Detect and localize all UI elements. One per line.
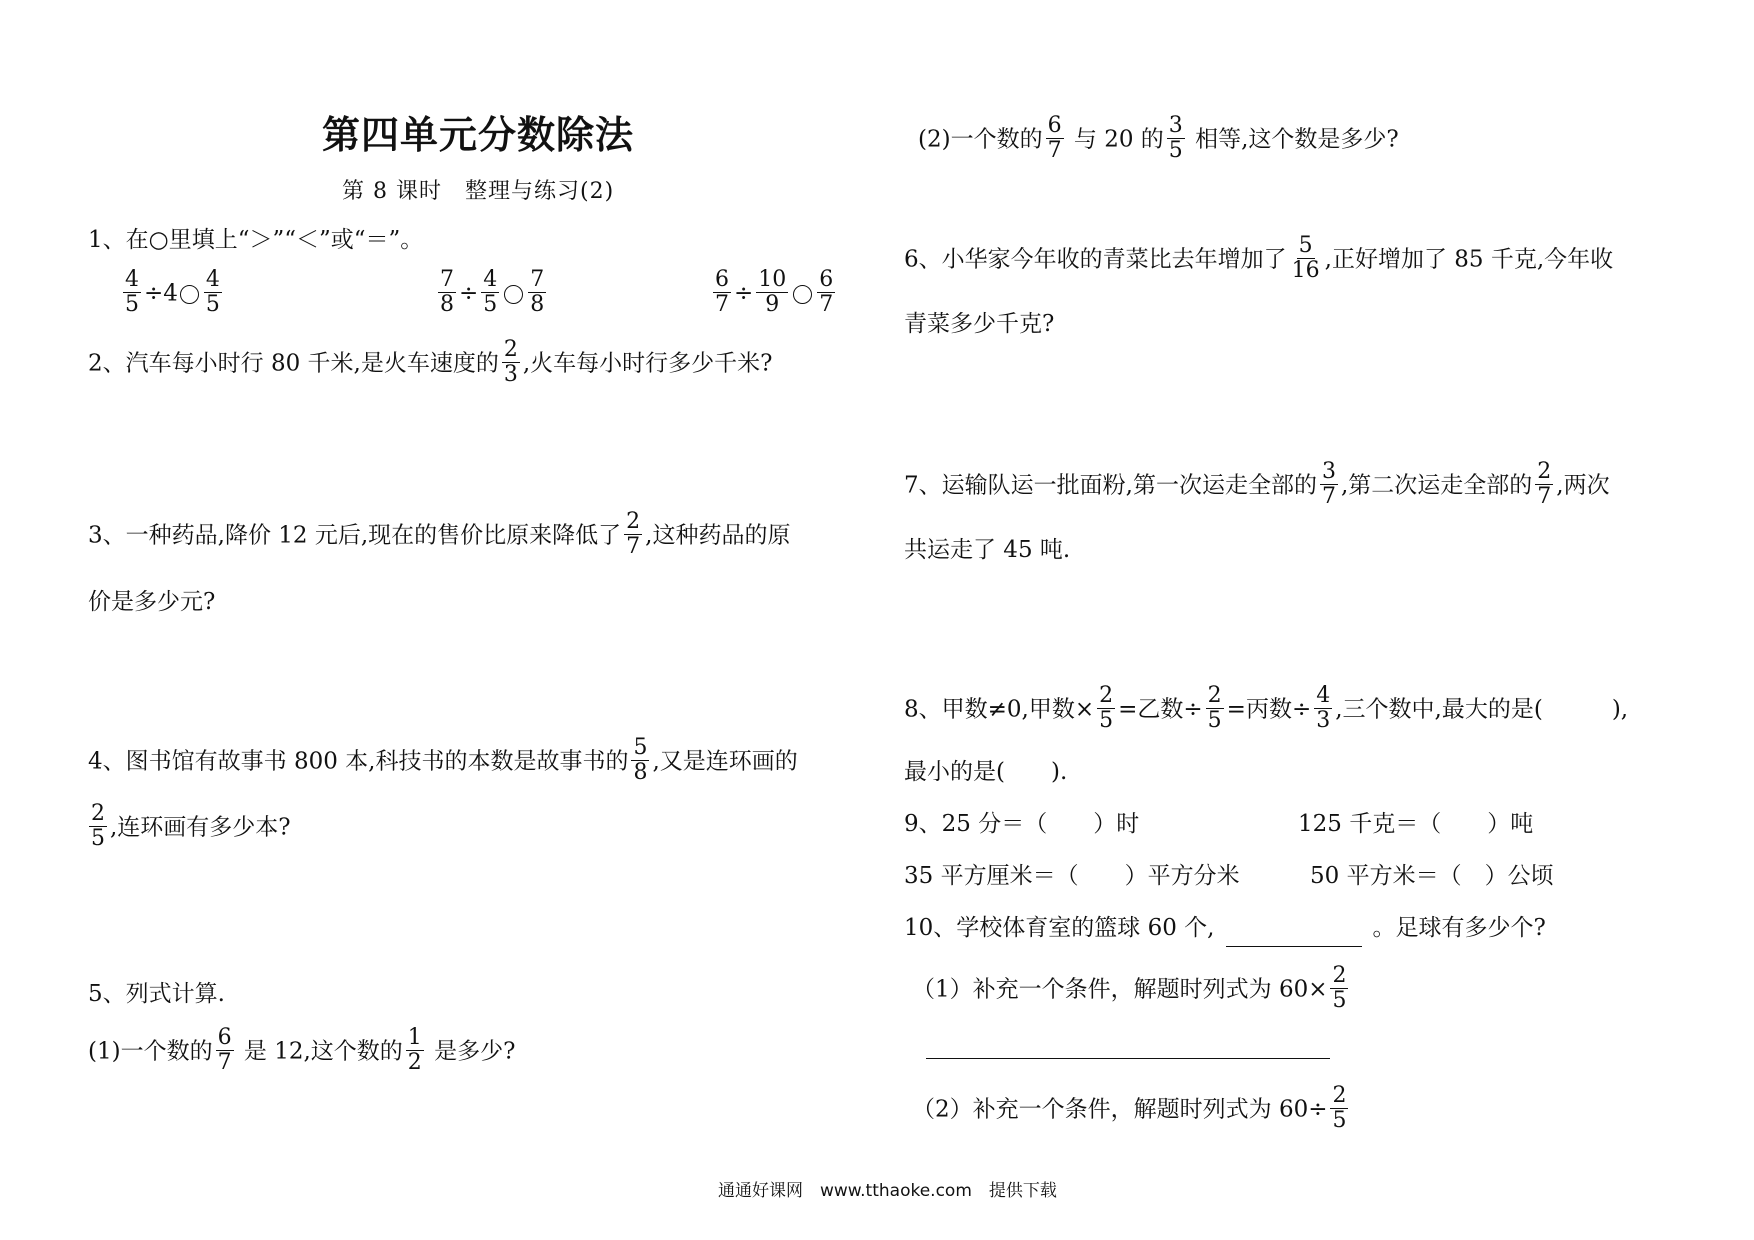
answer-line[interactable] — [926, 1058, 1330, 1059]
fraction: $\frac{2}{5}$ — [1332, 1083, 1347, 1133]
fraction: $\frac{4}{5}$ — [205, 267, 220, 317]
fraction: $\frac{6}{7}$ — [715, 267, 729, 317]
question-1-text: 1、在○里填上“＞”“＜”或“＝”。 — [88, 227, 424, 253]
question-9-b: 125 千克＝（ ）吨 — [1298, 811, 1534, 837]
question-3-line-2: 价是多少元? — [88, 589, 216, 615]
question-9-c: 35 平方厘米＝（ ）平方分米 — [904, 863, 1240, 889]
question-5-head: 5、列式计算. — [88, 981, 225, 1007]
question-7: 7、运输队运一批面粉,第一次运走全部的 $\frac{3}{7}$ ,第二次运走全部的 $\frac{2}{7}$ ,两次 — [904, 459, 1610, 509]
question-10-part-1: （1）补充一个条件，解题时列式为 60× $\frac{2}{5}$ — [912, 963, 1347, 1013]
fraction: $\frac{5}{8}$ — [633, 735, 648, 785]
question-5-part-2: (2)一个数的 $\frac{6}{7}$ 与 20 的 $\frac{3}{5}$ 相等,这个数是多少? — [918, 113, 1399, 163]
fraction: $\frac{3}{7}$ — [1321, 459, 1336, 509]
question-6-line-2: 青菜多少千克? — [904, 311, 1055, 337]
question-5-part-1: (1)一个数的 $\frac{6}{7}$ 是 12,这个数的 $\frac{1}{2}$ 是多少? — [88, 1025, 516, 1075]
compare-circle-2[interactable] — [504, 285, 523, 304]
compare-circle-3[interactable] — [793, 285, 812, 304]
fraction: $\frac{7}{8}$ — [440, 267, 454, 317]
fraction: $\frac{4}{5}$ — [483, 267, 498, 317]
question-1-expr-2: $\frac{7}{8}$ ÷ $\frac{4}{5}$ $\frac{7}{8}$ — [440, 267, 545, 317]
fraction: $\frac{2}{5}$ — [1099, 683, 1114, 733]
question-8-line-2: 最小的是( ). — [904, 759, 1068, 785]
fraction: $\frac{1}{2}$ — [407, 1025, 422, 1075]
question-8: 8、甲数≠0,甲数× $\frac{2}{5}$ =乙数÷ $\frac{2}{5}$ =丙数÷ $\frac{4}{3}$ ,三个数中,最大的是( ), — [904, 683, 1629, 733]
fraction: $\frac{6}{7}$ — [819, 267, 834, 317]
fraction: $\frac{2}{5}$ — [1332, 963, 1347, 1013]
fraction: $\frac{5}{16}$ — [1291, 233, 1320, 283]
question-10-part-2: （2）补充一个条件，解题时列式为 60÷ $\frac{2}{5}$ — [912, 1083, 1347, 1133]
question-2: 2、汽车每小时行 80 千米,是火车速度的 $\frac{2}{3}$ ,火车每小时行多少千米? — [88, 337, 773, 387]
question-4: 4、图书馆有故事书 800 本,科技书的本数是故事书的 $\frac{5}{8}$ ,又是连环画的 — [88, 735, 798, 785]
fraction: $\frac{6}{7}$ — [1047, 113, 1062, 163]
question-3: 3、一种药品,降价 12 元后,现在的售价比原来降低了 $\frac{2}{7}$ ,这种药品的原 — [88, 509, 791, 559]
question-9-a: 9、25 分＝（ ）时 — [904, 811, 1140, 837]
fraction: $\frac{3}{5}$ — [1168, 113, 1183, 163]
question-4-line-2: $\frac{2}{5}$ ,连环画有多少本? — [91, 801, 291, 851]
question-6: 6、小华家今年收的青菜比去年增加了 $\frac{5}{16}$ ,正好增加了 85 千克,今年收 — [904, 233, 1614, 283]
compare-circle-1[interactable] — [180, 285, 199, 304]
question-10: 10、学校体育室的篮球 60 个, 。足球有多少个? — [904, 910, 1546, 947]
fraction: $\frac{2}{7}$ — [626, 509, 641, 559]
question-1-expr-3: $\frac{6}{7}$ ÷ $\frac{10}{9}$ $\frac{6}{7}$ — [715, 267, 834, 317]
fraction: $\frac{2}{5}$ — [91, 801, 105, 851]
question-9-d: 50 平方米＝（ ）公顷 — [1310, 863, 1554, 889]
fraction: $\frac{2}{3}$ — [503, 337, 518, 387]
fraction: $\frac{2}{5}$ — [1207, 683, 1222, 733]
question-7-line-2: 共运走了 45 吨. — [904, 537, 1071, 563]
fraction: $\frac{2}{7}$ — [1537, 459, 1552, 509]
page-subtitle: 第 8 课时 整理与练习(2) — [342, 179, 615, 204]
fraction: $\frac{4}{5}$ — [125, 267, 139, 317]
footer-credit: 通通好课网 www.tthaoke.com 提供下载 — [718, 1181, 1057, 1201]
fraction: $\frac{6}{7}$ — [217, 1025, 232, 1075]
fraction: $\frac{7}{8}$ — [530, 267, 545, 317]
answer-blank[interactable] — [1226, 910, 1362, 947]
fraction: $\frac{4}{3}$ — [1316, 683, 1331, 733]
question-1-expr-1: $\frac{4}{5}$ ÷4 $\frac{4}{5}$ — [125, 267, 220, 317]
fraction: $\frac{10}{9}$ — [758, 267, 787, 317]
page-title: 第四单元分数除法 — [322, 113, 635, 157]
